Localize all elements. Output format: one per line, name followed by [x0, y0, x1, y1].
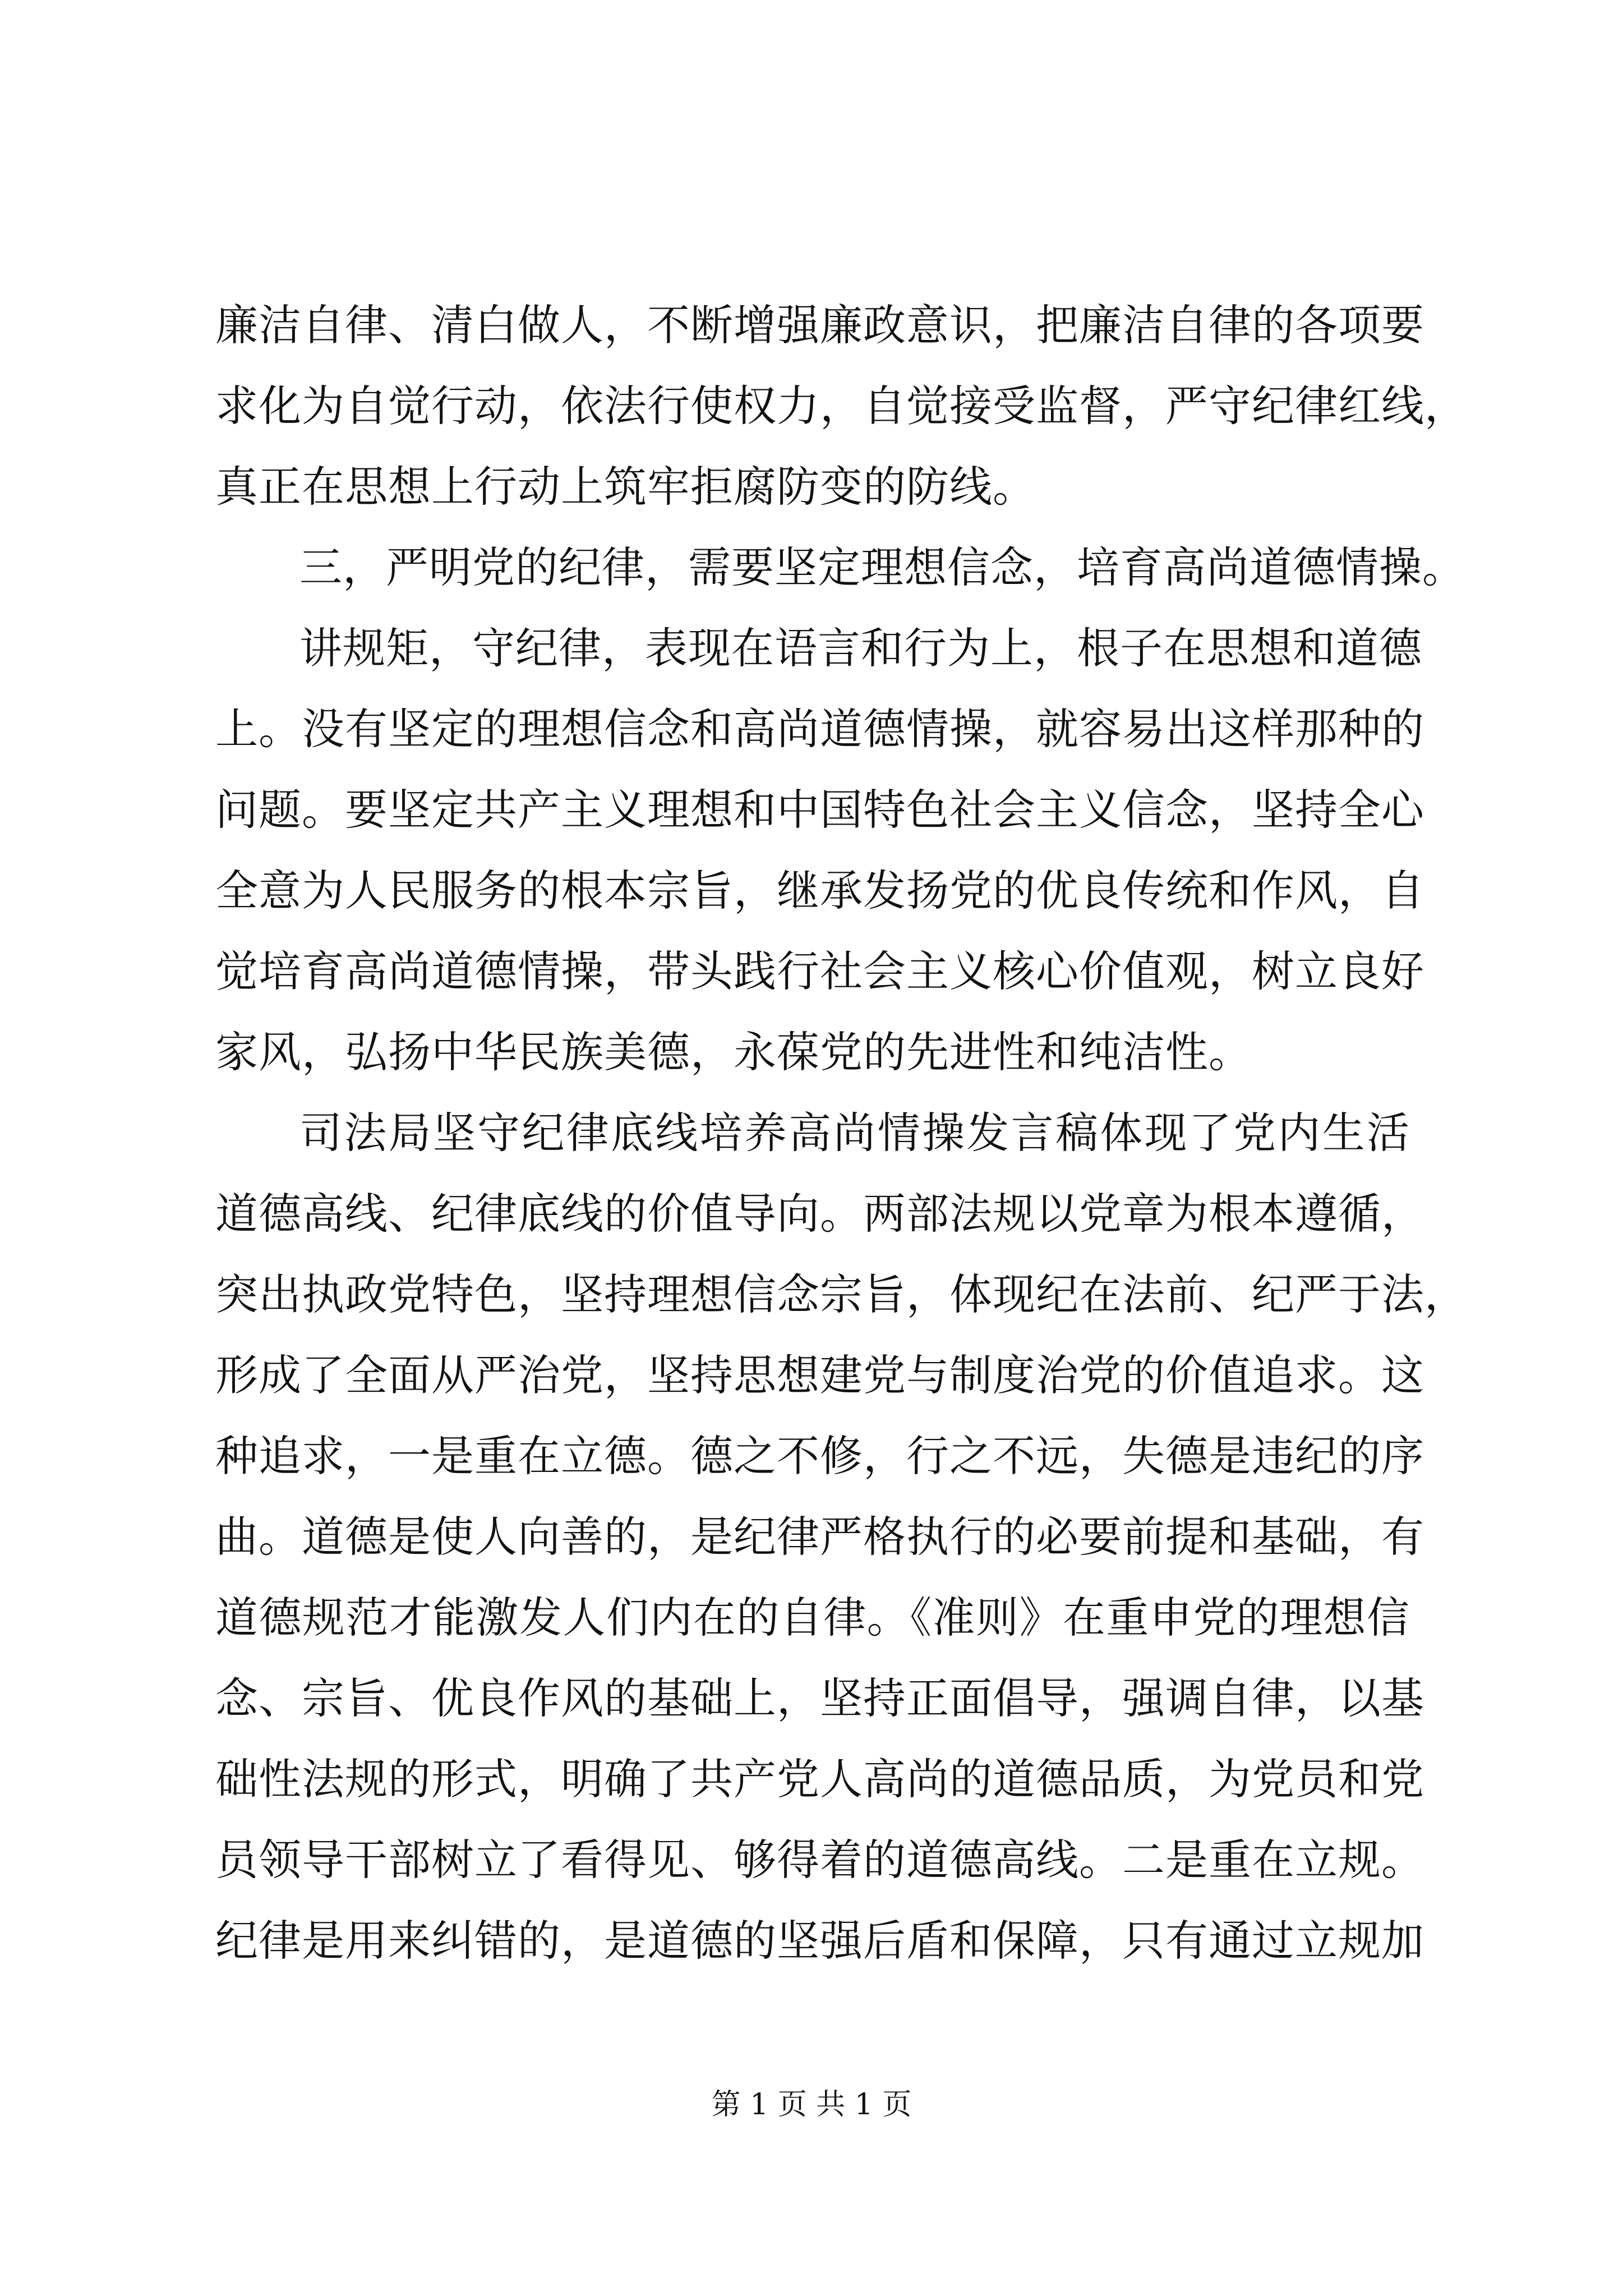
text-line: 纪律是用来纠错的，是道德的坚强后盾和保障，只有通过立规加: [215, 1916, 1424, 1966]
text-line: 司法局坚守纪律底线培养高尚情操发言稿体现了党内生活: [299, 1108, 1410, 1158]
text-line: 问题。要坚定共产主义理想和中国特色社会主义信念，坚持全心: [215, 785, 1424, 835]
text-line: 础性法规的形式，明确了共产党人高尚的道德品质，为党员和党: [215, 1754, 1424, 1804]
document-body: [215, 285, 1468, 1981]
text-line: 突出执政党特色，坚持理想信念宗旨，体现纪在法前、纪严于法，: [215, 1269, 1468, 1319]
text-line: 道德规范才能激发人们内在的自律。《准则》在重申党的理想信: [215, 1593, 1410, 1642]
text-line: 全意为人民服务的根本宗旨，继承发扬党的优良传统和作风，自: [215, 866, 1424, 915]
text-line: 上。没有坚定的理想信念和高尚道德情操，就容易出这样那种的: [215, 704, 1424, 754]
page-footer: 第 1 页 共 1 页: [711, 2088, 912, 2122]
text-line: 真正在思想上行动上筑牢拒腐防变的防线。: [215, 462, 1036, 512]
text-line: 员领导干部树立了看得见、够得着的道德高线。二是重在立规。: [215, 1835, 1424, 1885]
text-line: 讲规矩，守纪律，表现在语言和行为上，根子在思想和道德: [299, 623, 1422, 673]
text-line: 求化为自觉行动，依法行使权力，自觉接受监督，严守纪律红线，: [215, 381, 1468, 431]
text-line: 形成了全面从严治党，坚持思想建党与制度治党的价值追求。这: [215, 1350, 1424, 1400]
text-line: 念、宗旨、优良作风的基础上，坚持正面倡导，强调自律，以基: [215, 1673, 1424, 1723]
text-line: 廉洁自律、清白做人，不断增强廉政意识，把廉洁自律的各项要: [215, 300, 1424, 350]
text-line: 觉培育高尚道德情操，带头践行社会主义核心价值观，树立良好: [215, 946, 1424, 996]
text-line: 家风，弘扬中华民族美德，永葆党的先进性和纯洁性。: [215, 1027, 1252, 1077]
text-line: 种追求，一是重在立德。德之不修，行之不远，失德是违纪的序: [215, 1431, 1424, 1481]
text-line: 道德高线、纪律底线的价值导向。两部法规以党章为根本遵循，: [215, 1189, 1424, 1239]
text-line: 曲。道德是使人向善的，是纪律严格执行的必要前提和基础，有: [215, 1512, 1424, 1562]
section-heading: 三，严明党的纪律，需要坚定理想信念，培育高尚道德情操。: [299, 542, 1465, 592]
